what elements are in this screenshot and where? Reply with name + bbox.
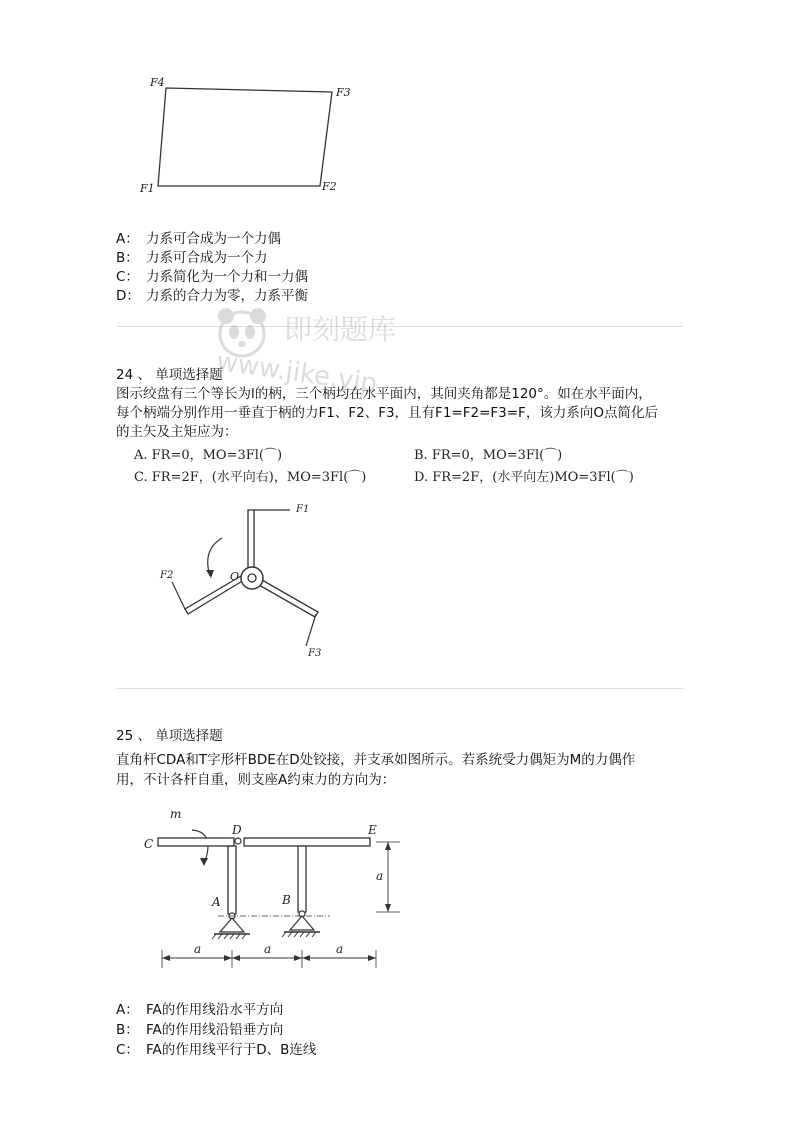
q25-header: 25 、 单项选择题 <box>116 728 223 744</box>
q23-option-a[interactable] <box>116 230 281 249</box>
q24-formula-d[interactable]: D. FR=2F，(水平向左)MO=3Fl(⌒) <box>414 470 634 485</box>
q23-figure <box>130 70 370 200</box>
option-key: A： <box>116 1002 139 1018</box>
q24-formula-c[interactable]: C. FR=2F，(水平向右)，MO=3Fl(⌒) <box>134 470 367 485</box>
label-o: O <box>230 570 240 583</box>
option-text: FA的作用线平行于D、B连线 <box>146 1042 317 1058</box>
label-a: A <box>212 895 221 909</box>
separator <box>116 688 684 689</box>
q24-stem-line1: 图示绞盘有三个等长为l的柄，三个柄均在水平面内，其间夹角都是120°。如在水平面内， <box>116 386 652 402</box>
q25-stem-line1: 直角杆CDA和T字形杆BDE在D处铰接，并支承如图所示。若系统受力偶矩为M的力偶作 <box>116 752 636 768</box>
label-d: D <box>232 823 242 837</box>
option-key: D： <box>116 288 140 304</box>
label-b: B <box>282 893 291 907</box>
option-text: FA的作用线沿水平方向 <box>146 1002 284 1018</box>
q23-option-c[interactable] <box>116 268 308 287</box>
parallelogram-shape <box>158 88 332 186</box>
q24-stem-line2: 每个柄端分别作用一垂直于柄的力F1、F2、F3，且有F1=F2=F3=F，该力系向O点简化后 <box>116 405 658 421</box>
label-f3: F3 <box>336 86 351 99</box>
q24-stem-line3: 的主矢及主矩应为： <box>116 424 238 440</box>
label-f1: F1 <box>296 504 310 515</box>
dim-label-2: a <box>264 942 272 956</box>
label-f2: F2 <box>322 180 337 193</box>
q25-figure <box>140 800 400 980</box>
label-f1: F1 <box>140 182 155 195</box>
q24-formula-a[interactable]: A. FR=0，MO=3Fl(⌒) <box>134 448 283 463</box>
label-e: E <box>368 823 377 837</box>
watermark-url: www.jike.vip <box>214 346 379 400</box>
option-key: B： <box>116 1022 139 1038</box>
q24-header: 24 、 单项选择题 <box>116 367 223 383</box>
option-key: B： <box>116 250 139 266</box>
q23-option-b[interactable] <box>116 249 268 268</box>
q25-option-c[interactable] <box>116 1041 316 1060</box>
option-key: A： <box>116 231 139 247</box>
watermark-text: 即刻题库 <box>284 313 397 346</box>
dim-label-1: a <box>194 942 202 956</box>
label-f3: F3 <box>308 648 322 659</box>
option-text: 力系可合成为一个力偶 <box>146 231 281 247</box>
label-f2: F2 <box>160 570 174 581</box>
label-m: m <box>170 807 182 821</box>
dim-label-3: a <box>336 942 344 956</box>
option-text: 力系可合成为一个力 <box>146 250 268 266</box>
q25-option-b[interactable] <box>116 1021 283 1040</box>
option-text: 力系的合力为零，力系平衡 <box>146 288 308 304</box>
dim-label-vertical: a <box>376 869 384 883</box>
option-text: 力系简化为一个力和一力偶 <box>146 269 308 285</box>
q24-figure <box>150 500 350 660</box>
option-key: C： <box>116 269 139 285</box>
option-text: FA的作用线沿铅垂方向 <box>146 1022 284 1038</box>
q25-stem-line2: 用，不计各杆自重，则支座A约束力的方向为： <box>116 772 396 788</box>
option-key: C： <box>116 1042 139 1058</box>
q24-formula-b[interactable]: B. FR=0，MO=3Fl(⌒) <box>414 448 563 463</box>
label-f4: F4 <box>150 76 165 89</box>
label-c: C <box>144 837 154 851</box>
q25-option-a[interactable] <box>116 1001 283 1020</box>
